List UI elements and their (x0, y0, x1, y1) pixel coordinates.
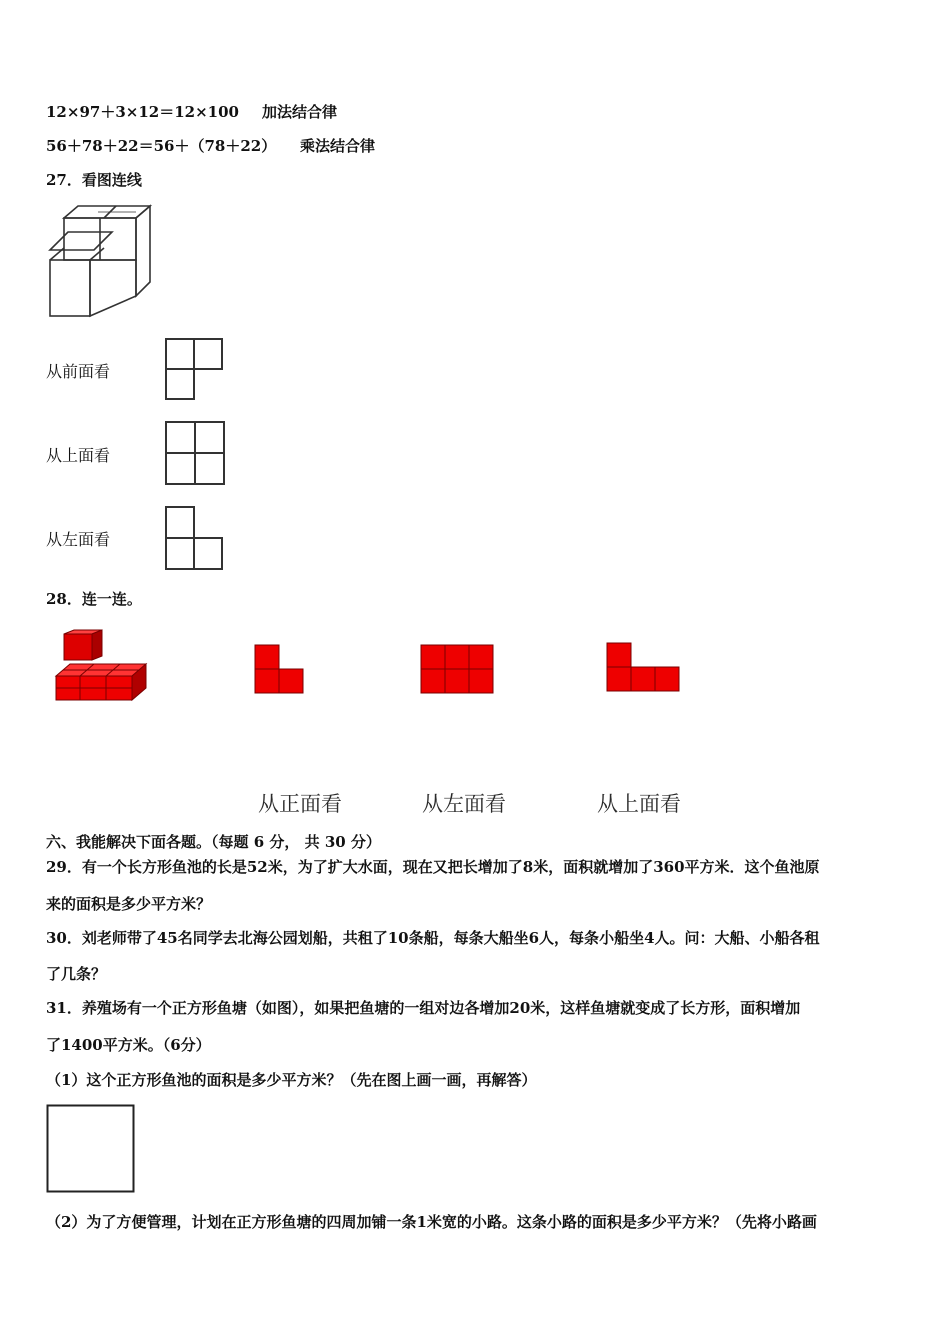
caption-top-view: 从上面看 (597, 792, 681, 816)
question-31-part-2: （2）为了方便管理，计划在正方形鱼塘的四周加铺一条1米宽的小路。这条小路的面积是多少平方米？（先将小路画 (46, 1213, 817, 1231)
red-view-front-shape (254, 644, 306, 696)
red-view-left-shape (606, 642, 682, 694)
question-30-line-1: 30．刘老师带了45名同学去北海公园划船，共租了10条船，每条大船坐6人，每条小船坐4人。问：大船、小船各租 (46, 929, 820, 947)
caption-left-view: 从左面看 (422, 792, 506, 816)
question-27-title: 27．看图连线 (46, 171, 142, 189)
law-expression-2: 56＋78＋22＝56＋（78＋22） (46, 137, 277, 155)
view-grid-left (164, 505, 226, 571)
question-31-part-1: （1）这个正方形鱼池的面积是多少平方米？（先在图上画一画，再解答） (46, 1071, 537, 1089)
square-pond-figure (46, 1104, 138, 1196)
question-29-line-2: 来的面积是多少平方米？ (46, 895, 212, 913)
question-31-line-2: 了1400平方米。（6分） (46, 1036, 211, 1054)
law-name-1: 加法结合律 (262, 103, 338, 121)
view-label-top: 从上面看 (46, 446, 111, 465)
question-28-title: 28．连一连。 (46, 590, 142, 608)
section-6-heading: 六、我能解决下面各题。（每题 6 分， 共 30 分） (46, 833, 381, 851)
red-view-top-shape (420, 644, 494, 696)
cube-stack-figure (40, 200, 160, 325)
law-expression-1: 12×97＋3×12＝12×100 (46, 103, 239, 121)
red-cube-figure (50, 628, 152, 706)
question-29-line-1: 29．有一个长方形鱼池的长是52米，为了扩大水面，现在又把长增加了8米，面积就增加了360平方米．这个鱼池原 (46, 858, 820, 876)
view-grid-top (164, 420, 228, 486)
law-name-2: 乘法结合律 (300, 137, 376, 155)
view-label-front: 从前面看 (46, 362, 111, 381)
question-31-line-1: 31．养殖场有一个正方形鱼塘（如图），如果把鱼塘的一组对边各增加20米，这样鱼塘就变成了长方形，面积增加 (46, 999, 801, 1017)
view-label-left: 从左面看 (46, 530, 111, 549)
caption-front-view: 从正面看 (258, 792, 342, 816)
view-grid-front (164, 337, 224, 402)
question-30-line-2: 了几条？ (46, 965, 107, 983)
